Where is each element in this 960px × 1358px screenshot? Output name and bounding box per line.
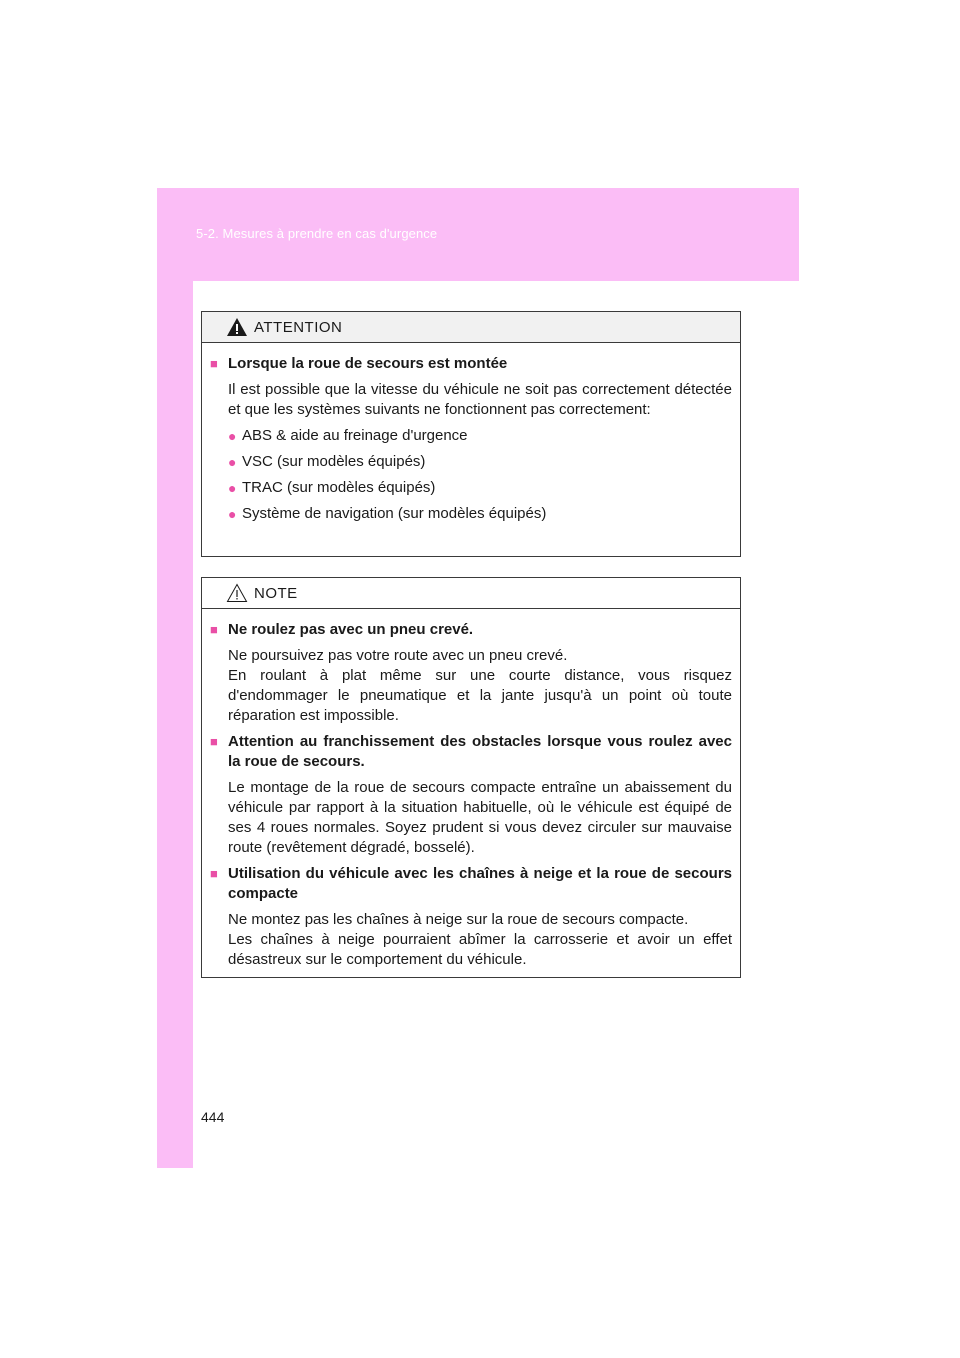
circle-bullet-icon: ● [228,506,237,522]
note-paragraph: Les chaînes à neige pourraient abîmer la carrosserie et avoir un effet désastreux sur le comportement du véhicule. [228,931,732,968]
section-title: 5-2. Mesures à prendre en cas d'urgence [196,226,438,241]
note-body [202,609,740,980]
note-label: NOTE [254,584,298,602]
note-header [202,578,740,609]
attention-item-title [210,354,732,374]
attention-bullet-text: ABS & aide au freinage d'urgence [242,427,468,444]
attention-intro: Il est possible que la vitesse du véhicule ne soit pas correctement détectée et que les systèmes suivants ne fonctionnent pas correctement: [228,381,732,418]
note-item-title [210,620,732,640]
note-paragraph: En roulant à plat même sur une courte distance, vous risquez d'endommager le pneumatique et la jante jusqu'à un point où toute réparation est impossible. [228,667,732,724]
circle-bullet-icon: ● [228,480,237,496]
note-item-title [210,732,732,772]
circle-bullet-icon: ● [228,428,237,444]
attention-header [202,312,740,343]
note-box [201,577,741,978]
warning-icon [226,317,248,337]
note-item-title-text: Utilisation du véhicule avec les chaînes à neige et la roue de secours compacte [228,865,732,902]
attention-label: ATTENTION [254,318,343,336]
warning-outline-icon [226,583,248,603]
side-strip [157,188,193,1168]
circle-bullet-icon: ● [228,454,237,470]
attention-body [202,343,740,534]
square-bullet-icon: ■ [210,622,218,637]
attention-bullet-text: TRAC (sur modèles équipés) [242,479,436,496]
note-paragraph: Le montage de la roue de secours compacte entraîne un abaissement du véhicule par rapport à la situation habituelle, où le véhicule est équipé de ses 4 roues normales. Soyez prudent si vous devez circuler sur mauvaise route (revêtement dégradé, bosselé). [228,779,732,856]
attention-bullet-text: VSC (sur modèles équipés) [242,453,426,470]
page-number: 444 [201,1109,225,1125]
note-item-title-text: Attention au franchissement des obstacles lorsque vous roulez avec la roue de secours. [228,733,732,770]
attention-bullet [228,426,732,446]
attention-box [201,311,741,557]
square-bullet-icon: ■ [210,866,218,881]
attention-item-title-text: Lorsque la roue de secours est montée [228,355,508,372]
attention-bullet [228,452,732,472]
square-bullet-icon: ■ [210,734,218,749]
note-item-title [210,864,732,904]
square-bullet-icon: ■ [210,356,218,371]
attention-bullet [228,504,732,524]
note-paragraph: Ne poursuivez pas votre route avec un pneu crevé. [228,647,568,664]
note-item-title-text: Ne roulez pas avec un pneu crevé. [228,621,474,638]
attention-bullet [228,478,732,498]
note-paragraph: Ne montez pas les chaînes à neige sur la roue de secours compacte. [228,911,689,928]
attention-bullet-text: Système de navigation (sur modèles équipés) [242,505,547,522]
